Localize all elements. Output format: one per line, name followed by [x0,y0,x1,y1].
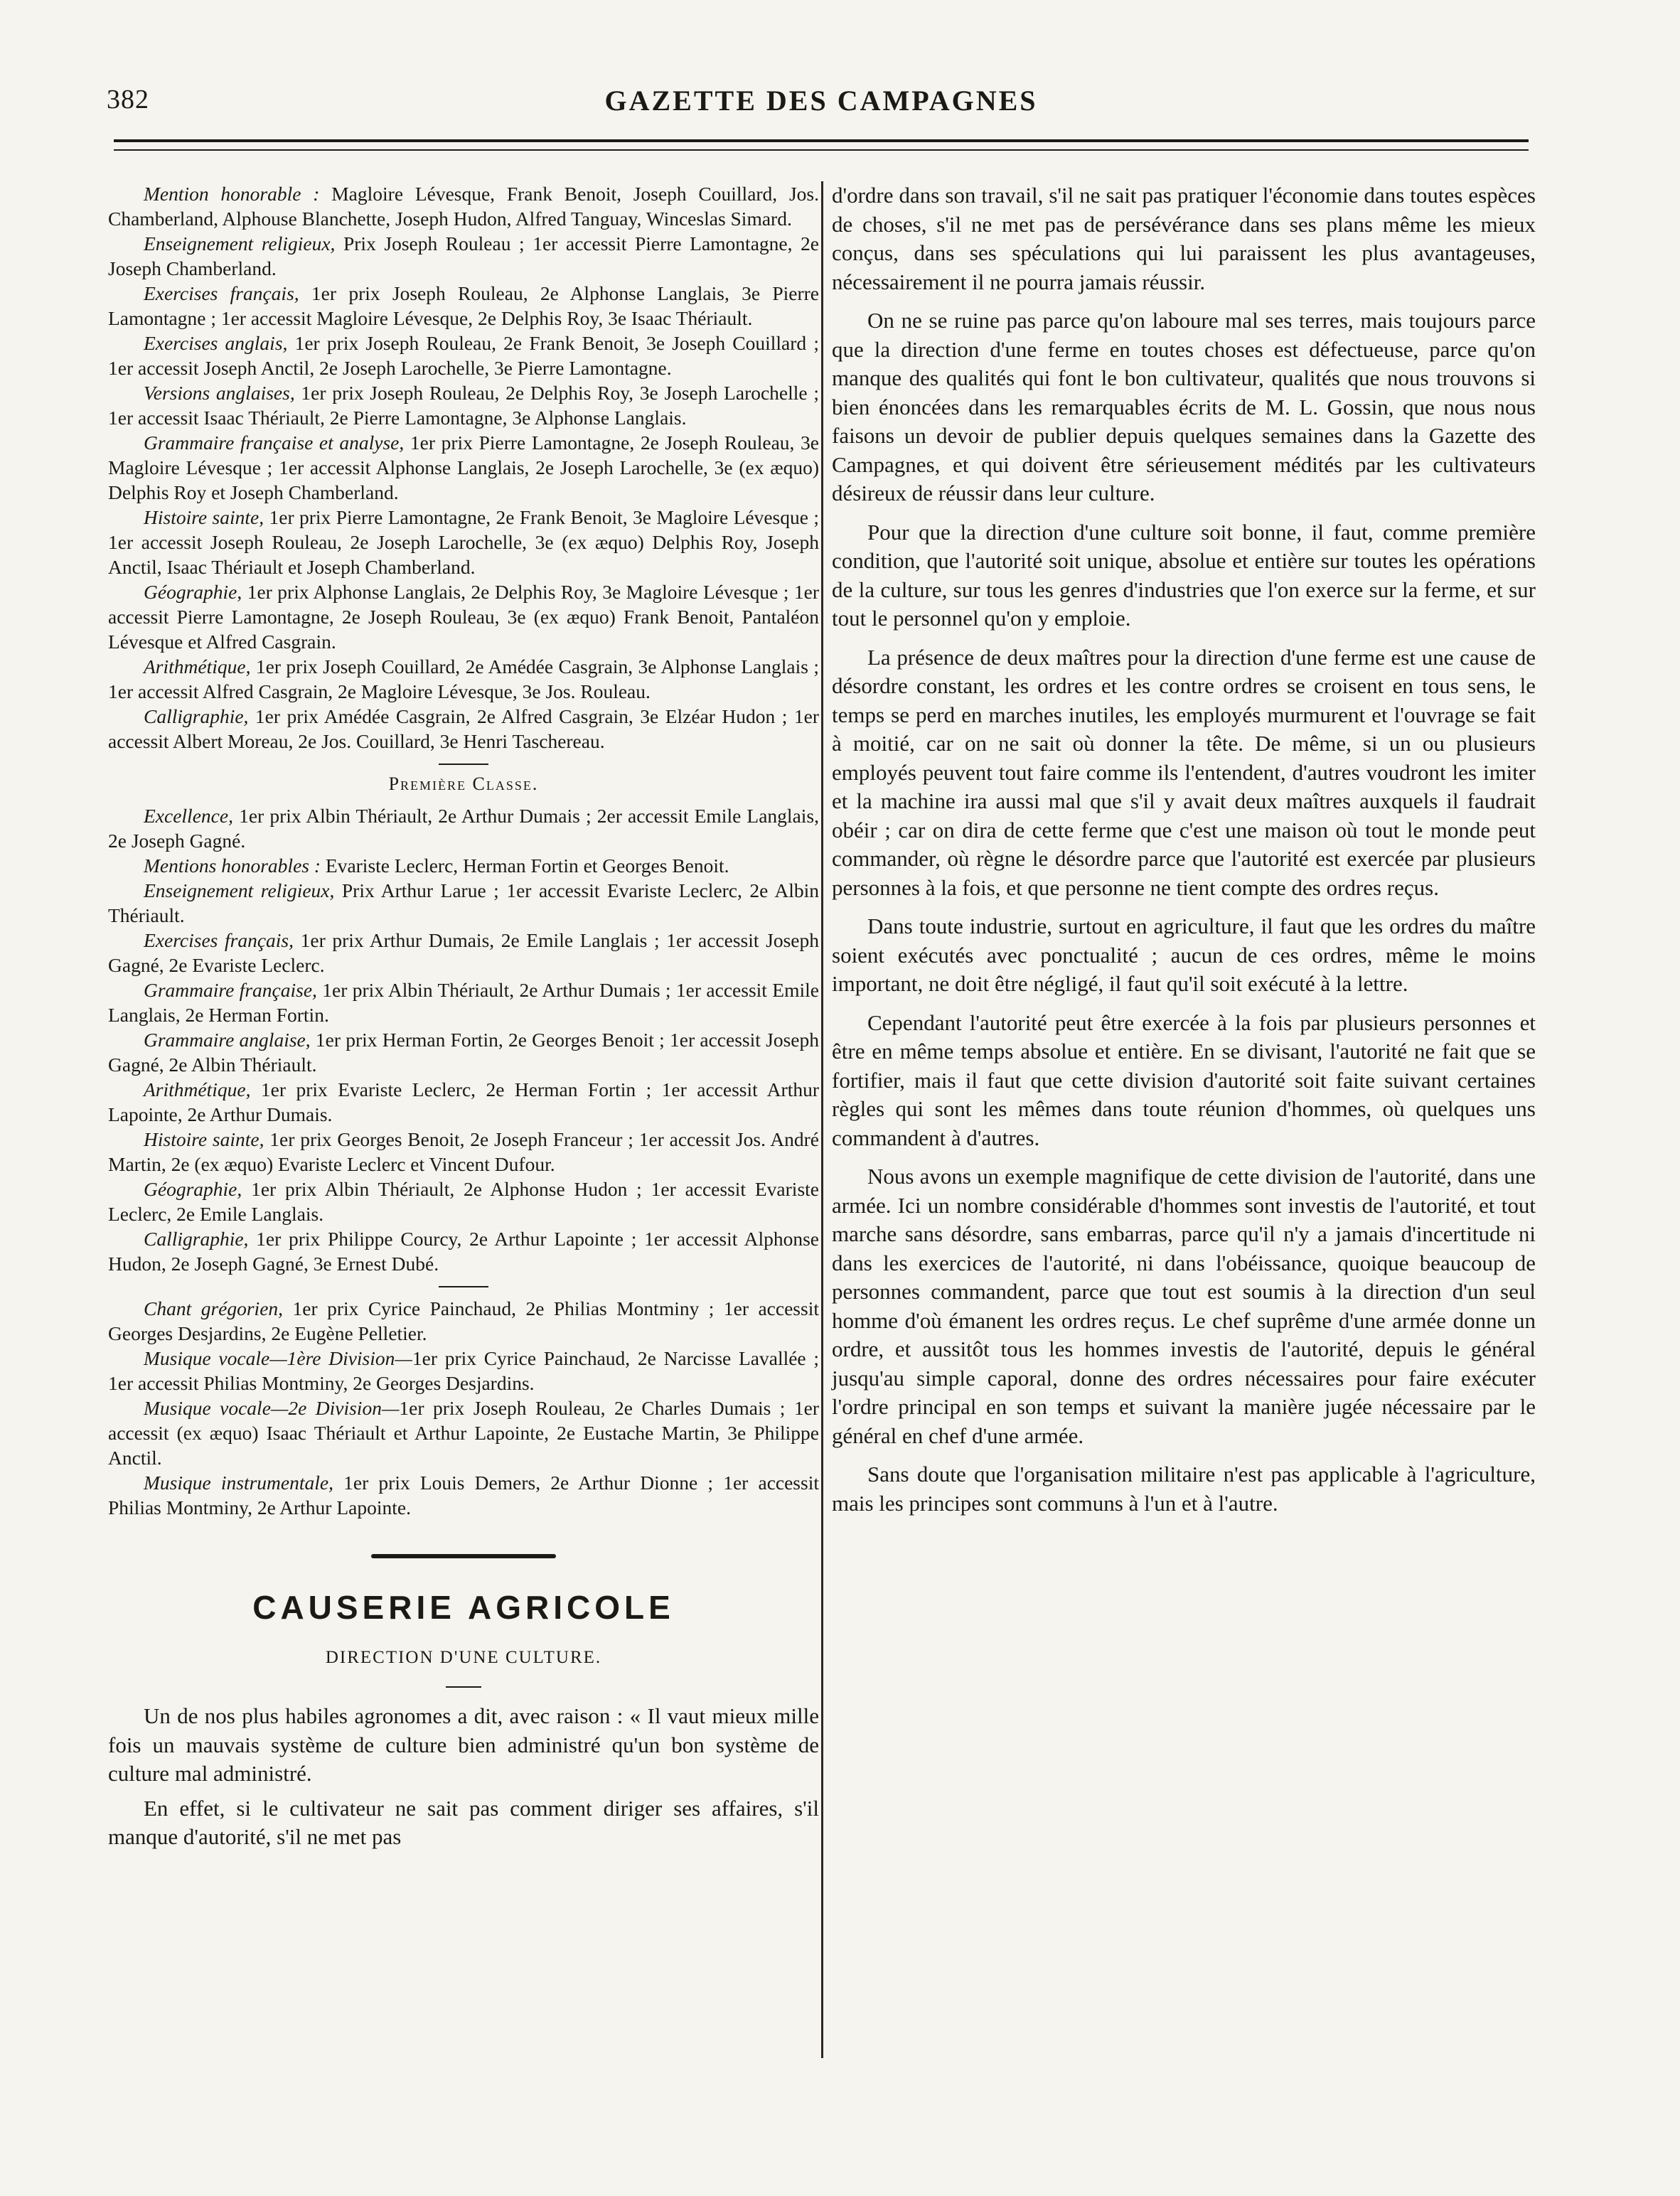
award-entry: Arithmétique, 1er prix Evariste Leclerc, 2e Herman Fortin ; 1er accessit Arthur Lapointe, 2e Arthur Dumais. [108,1078,819,1125]
award-entry: Musique vocale—1ère Division—1er prix Cyrice Painchaud, 2e Narcisse Lavallée ; 1er accessit Philias Montminy, 2e Georges Desjardins. [108,1347,819,1394]
award-entry: Enseignement religieux, Prix Joseph Rouleau ; 1er accessit Pierre Lamontagne, 2e Joseph Chamberland. [108,232,820,279]
section-rule [371,1554,556,1558]
awards-list-upper [108,181,819,754]
award-entry: Mention honorable : Magloire Lévesque, Frank Benoit, Joseph Couillard, Jos. Chamberland, Alphouse Blanchette, Joseph Hudon, Alfred Tanguay, Winceslas Simard. [108,183,820,230]
award-entry: Exercises français, 1er prix Arthur Dumais, 2e Emile Langlais ; 1er accessit Joseph Gagné, 2e Evariste Leclerc. [108,929,819,976]
award-entry: Excellence, 1er prix Albin Thériault, 2e Arthur Dumais ; 2er accessit Emile Langlais, 2e Joseph Gagné. [108,805,819,852]
article-paragraph: Sans doute que l'organisation militaire n'est pas applicable à l'agriculture, mais les principes sont communs à l'un et à l'autre. [832,1462,1536,1516]
awards-list-middle [108,803,819,1276]
award-entry: Musique vocale—2e Division—1er prix Joseph Rouleau, 2e Charles Dumais ; 1er accessit (ex æquo) Isaac Thériault et Arthur Lapointe, 2e Eustache Martin, 3e Philippe Anctil. [108,1397,819,1469]
award-entry: Exercises anglais, 1er prix Joseph Rouleau, 2e Frank Benoit, 3e Joseph Couillard ; 1er accessit Joseph Anctil, 2e Joseph Larochelle, 3e Pierre Lamontagne. [108,332,819,379]
award-entry: Versions anglaises, 1er prix Joseph Rouleau, 2e Delphis Roy, 3e Joseph Larochelle ; 1er accessit Isaac Thériault, 2e Pierre Lamontagne, 3e Alphonse Langlais. [108,382,819,429]
section-title: CAUSERIE AGRICOLE [252,1589,675,1626]
award-entry: Arithmétique, 1er prix Joseph Couillard, 2e Amédée Casgrain, 3e Alphonse Langlais ; 1er accessit Alfred Casgrain, 2e Magloire Lévesque, 3e Jos. Rouleau. [108,655,819,702]
column-divider [821,181,823,2058]
article-paragraph: Nous avons un exemple magnifique de cette division de l'autorité, dans une armée. Ici un nombre considérable d'hommes sont investis de l'autorité, et tout marche sans désordre, sans embarras, parce qu'il n'y a jamais d'incertitude ni dans les exercices de l'autorité, ni dans l'obéissance, quoique beaucoup de personnes commandent, parce que tout est soumis à la direction d'un seul homme d'où émanent les ordres reçus. Le chef suprême d'une armée donne un ordre, et aussitôt tous les hommes investis de l'autorité, depuis le général jusqu'au simple caporal, donne des ordres nécessaires pour faire exécuter l'ordre principal en son temps et suivant la manière jugée nécessaire par le général en chef d'une armée. [832,1164,1536,1448]
award-entry: Géographie, 1er prix Alphonse Langlais, 2e Delphis Roy, 3e Magloire Lévesque ; 1er accessit Pierre Lamontagne, 2e Joseph Rouleau, 3e (ex æquo) Frank Benoit, Pantaléon Lévesque et Alfred Casgrain. [108,581,819,653]
article-paragraph: En effet, si le cultivateur ne sait pas comment diriger ses affaires, s'il manque d'autorité, s'il ne met pas [108,1795,819,1849]
article-paragraph: d'ordre dans son travail, s'il ne sait pas pratiquer l'économie dans toutes espèces de choses, s'il ne met pas de persévérance dans ses plans même les mieux conçus, dans ses spéculations qui lui paraissent les plus avantageuses, nécessairement il ne pourra jamais réussir. [832,183,1536,294]
article-paragraph: Cependant l'autorité peut être exercée à la fois par plusieurs personnes et être en même temps absolue et entière. En se divisant, l'autorité ne fait que se fortifier, mais il faut que cette division d'autorité soit faite suivant certaines règles qui sont les mêmes dans toute réunion d'hommes, où quelques uns commandent à d'autres. [832,1009,1536,1150]
award-entry: Grammaire anglaise, 1er prix Herman Fortin, 2e Georges Benoit ; 1er accessit Joseph Gagné, 2e Albin Thériault. [108,1029,819,1076]
header-rule [114,139,1529,151]
award-entry: Histoire sainte, 1er prix Georges Benoit, 2e Joseph Franceur ; 1er accessit Jos. André Martin, 2e (ex æquo) Evariste Leclerc et Vincent Dufour. [108,1128,819,1175]
article-paragraph: Pour que la direction d'une culture soit bonne, il faut, comme première condition, que l'autorité soit unique, absolue et entière sur toutes les opérations de la culture, sur tous les genres d'industries que l'on exerce sur la ferme, et sur tout le personnel qu'on y emploie. [832,519,1536,631]
separator-rule [439,764,488,765]
award-entry: Géographie, 1er prix Albin Thériault, 2e Alphonse Hudon ; 1er accessit Evariste Leclerc, 2e Emile Langlais. [108,1178,819,1225]
award-entry: Calligraphie, 1er prix Amédée Casgrain, 2e Alfred Casgrain, 3e Elzéar Hudon ; 1er accessit Albert Moreau, 2e Jos. Couillard, 3e Henri Taschereau. [108,705,819,752]
class-heading: Première Classe. [388,773,539,794]
left-column [108,181,819,1852]
article-paragraph: Un de nos plus habiles agronomes a dit, avec raison : « Il vaut mieux mille fois un mauvais système de culture bien administré qu'un bon système de culture mal administré. [108,1703,819,1786]
article-paragraph: Dans toute industrie, surtout en agriculture, il faut que les ordres du maître soient exécutés avec ponctualité ; aucun de ces ordres, même le moins important, ne doit être négligé, il faut qu'il soit exécuté à la lettre. [832,914,1536,996]
article-paragraph: On ne se ruine pas parce qu'on laboure mal ses terres, mais toujours parce que la direction d'une ferme en toutes choses est défectueuse, parce qu'on manque des qualités qui font le bon cultivateur, qualités que nous trouvons si bien énoncées dans les remarquables écrits de M. L. Gossin, que nous nous faisons un devoir de publier depuis quelques semaines dans la Gazette des Campagnes, et qui doivent être sérieusement médités par les cultivateurs désireux de réussir dans leur culture. [832,308,1536,505]
award-entry: Calligraphie, 1er prix Philippe Courcy, 2e Arthur Lapointe ; 1er accessit Alphonse Hudon, 2e Joseph Gagné, 3e Ernest Dubé. [108,1228,819,1275]
award-entry: Grammaire française, 1er prix Albin Thériault, 2e Arthur Dumais ; 1er accessit Emile Langlais, 2e Herman Fortin. [108,979,819,1026]
award-entry: Enseignement religieux, Prix Arthur Larue ; 1er accessit Evariste Leclerc, 2e Albin Thériault. [108,879,819,926]
awards-list-lower [108,1296,819,1520]
award-entry: Chant grégorien, 1er prix Cyrice Painchaud, 2e Philias Montminy ; 1er accessit Georges Desjardins, 2e Eugène Pelletier. [108,1297,819,1344]
publication-title: GAZETTE DES CAMPAGNES [604,85,1038,117]
page-header [107,84,1536,127]
award-entry: Mentions honorables : Evariste Leclerc, Herman Fortin et Georges Benoit. [144,855,729,877]
section-subtitle: DIRECTION D'UNE CULTURE. [325,1648,602,1667]
separator-rule [439,1286,488,1287]
separator-rule [446,1686,481,1688]
award-entry: Exercises français, 1er prix Joseph Rouleau, 2e Alphonse Langlais, 3e Pierre Lamontagne ; 1er accessit Magloire Lévesque, 2e Delphis Roy, 3e Isaac Thériault. [108,282,819,329]
award-entry: Grammaire française et analyse, 1er prix Pierre Lamontagne, 2e Joseph Rouleau, 3e Magloire Lévesque ; 1er accessit Alphonse Langlais, 2e Joseph Larochelle, 3e (ex æquo) Delphis Roy et Joseph Chamberland. [108,432,820,503]
award-entry: Musique instrumentale, 1er prix Louis Demers, 2e Arthur Dionne ; 1er accessit Philias Montminy, 2e Arthur Lapointe. [108,1472,819,1519]
article-paragraph: La présence de deux maîtres pour la direction d'une ferme est une cause de désordre constant, les ordres et les contre ordres se croisent en tous sens, le temps se perd en marches inutiles, les employés murmurent et l'ouvrage se fait à moitié, car on ne sait où donner la tête. De même, si un ou plusieurs employés peuvent tout faire comme ils l'entendent, d'autres voudront les imiter et la machine ira aussi mal que s'il y avait deux maîtres auxquels il faudrait obéir ; car on dira de cette ferme que c'est une maison où tout le monde peut commander, où règne le désordre parce que l'autorité est exercée par plusieurs personnes à la fois, et que personne ne tient compte des ordres reçus. [832,644,1536,900]
page-number: 382 [107,85,149,114]
award-entry: Histoire sainte, 1er prix Pierre Lamontagne, 2e Frank Benoit, 3e Magloire Lévesque ; 1er accessit Joseph Rouleau, 2e Joseph Larochelle, 3e (ex æquo) Delphis Roy, Joseph Anctil, Isaac Thériault et Joseph Chamberland. [108,506,819,578]
right-column [832,181,1536,1518]
